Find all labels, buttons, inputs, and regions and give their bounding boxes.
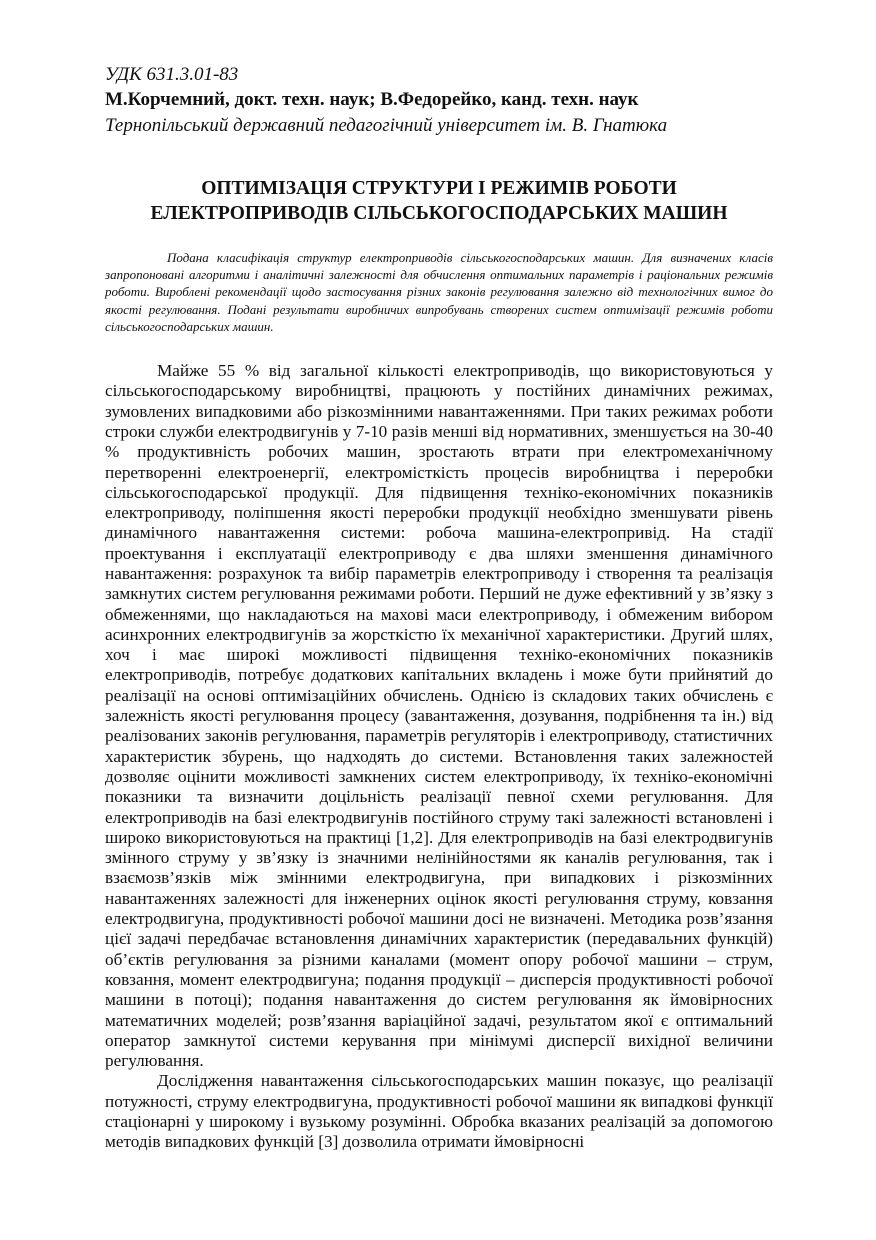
- authors-line: М.Корчемний, докт. техн. наук; В.Федорейко, канд. техн. наук: [105, 89, 639, 110]
- body-paragraph-1: Майже 55 % від загальної кількості електроприводів, що використовуються у сільськогосподарському виробництві, працюють у постійних динамічних режимах, зумовлених випадковими або різкозмінними навантаженнями. При таких режимах роботи строки служби електродвигунів у 7-10 разів менші від нормативних, зменшується на 30-40 % продуктивність робочих машин, зростають втрати при електромеханічному перетворенні електроенергії, електромісткість процесів виробництва і переробки сільськогосподарської продукції. Для підвищення техніко-економічних показників електроприводу, поліпшення якості переробки продукції необхідно зменшувати рівень динамічного навантаження системи: робоча машина-електропривід. На стадії проектування і експлуатації електроприводу є два шляхи зменшення динамічного навантаження: розрахунок та вибір параметрів електроприводу і створення та реалізація замкнутих систем регулювання режимами роботи. Перший не дуже ефективний у зв’язку з обмеженнями, що накладаються на махові маси електроприводу, і обмеженим вибором асинхронних електродвигунів за жорсткістю їх механічної характеристики. Другий шлях, хоч і має широкі можливості підвищення техніко-економічних показників електроприводів, потребує додаткових капітальних вкладень і може бути прийнятий до реалізації на основі оптимізаційних обчислень. Однією із складових таких обчислень є залежність якості регулювання процесу (завантаження, дозування, подрібнення та ін.) від реалізованих законів регулювання, параметрів регуляторів і електроприводу, статистичних характеристик збурень, що надходять до системи. Встановлення таких залежностей дозволяє оцінити можливості замкнених систем електроприводу, їх техніко-економічні показники та визначити доцільність реалізації певної схеми регулювання. Для електроприводів на базі електродвигунів постійного струму такі залежності встановлені і широко використовуються на практиці [1,2]. Для електроприводів на базі електродвигунів змінного струму у зв’язку із значними нелінійностями як каналів регулювання, так і взаємозв’язків між змінними електродвигуна, при випадкових і різкозмінних навантаженнях залежності для інженерних оцінок якості регулювання струму, ковзання електродвигуна, продуктивності робочої машини досі не визначені. Методика розв’язання цієї задачі передбачає встановлення динамічних характеристик (передавальних функцій) об’єктів регулювання за різними каналами (момент опору робочої машини – струм, ковзання, момент електродвигуна; подання продукції – дисперсія продуктивності робочої машини в потоці); подання навантаження до систем регулювання як ймовірносних математичних моделей; розв’язання варіаційної задачі, результатом якої є оптимальний оператор замкнутої системи керування при мінімумі дисперсії вихідної величини регулювання.: [105, 361, 773, 1071]
- body-paragraph-2: Дослідження навантаження сільськогосподарських машин показує, що реалізації потужності, струму електродвигуна, продуктивності робочої машини як випадкові функції стаціонарні у широкому і вузькому розумінні. Обробка вказаних реалізацій за допомогою методів випадкових функцій [3] дозволила отримати ймовірносні: [105, 1071, 773, 1152]
- udc-code: УДК 631.3.01-83: [105, 64, 239, 85]
- body-text: [105, 361, 773, 1153]
- abstract: Подана класифікація структур електроприводів сільськогосподарських машин. Для визначених класів запропоновані алгоритми і аналітичні залежності для обчислення оптимальних параметрів і раціональних режимів роботи. Вироблені рекомендації щодо застосування різних законів регулювання залежно від технологічних вимог до якості регулювання. Подані результати виробничих випробувань створених систем оптимізації режимів роботи сільськогосподарських машин.: [105, 250, 773, 334]
- paper-title: [105, 176, 773, 226]
- title-line-1: ОПТИМІЗАЦІЯ СТРУКТУРИ І РЕЖИМІВ РОБОТИ: [201, 178, 677, 199]
- paper-page: [105, 62, 773, 1153]
- title-line-2: ЕЛЕКТРОПРИВОДІВ СІЛЬСЬКОГОСПОДАРСЬКИХ МАШИН: [150, 203, 728, 224]
- affiliation-line: Тернопільський державний педагогічний університет ім. В. Гнатюка: [105, 115, 668, 136]
